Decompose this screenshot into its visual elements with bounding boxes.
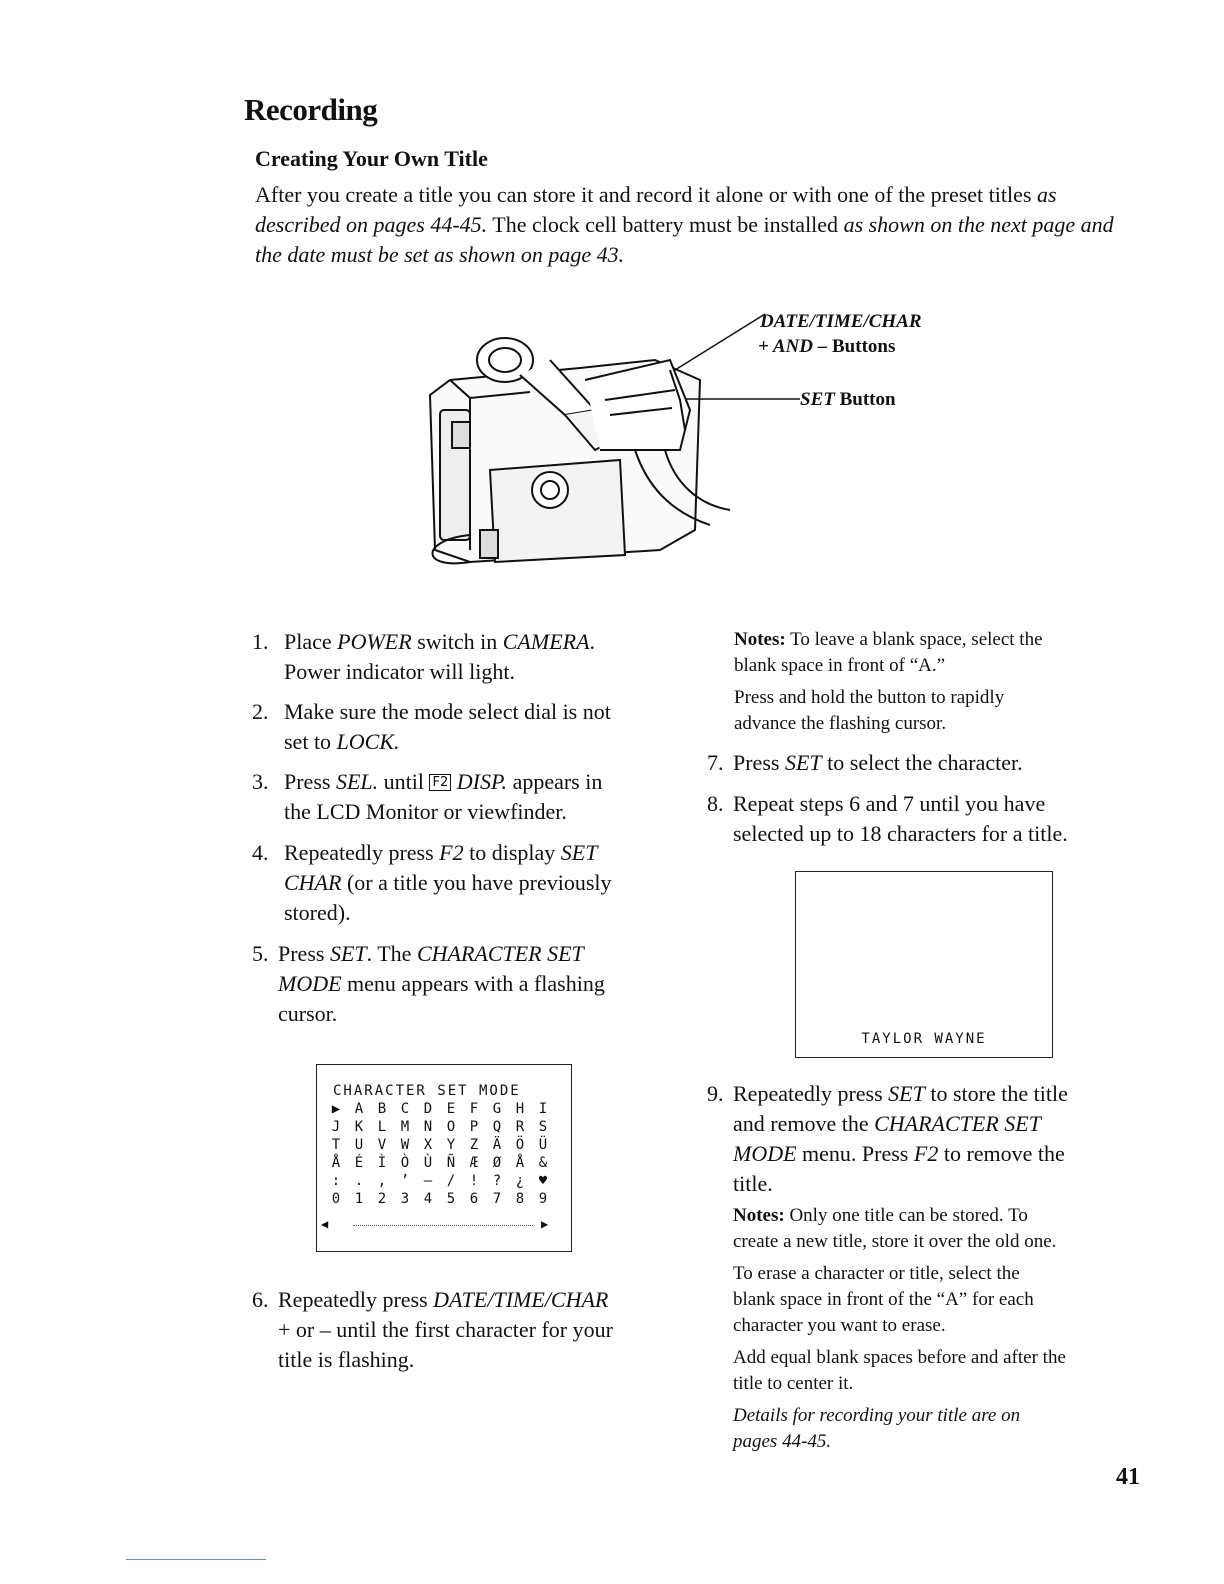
section-title: Recording: [244, 92, 378, 127]
footer-rule: [126, 1559, 266, 1560]
char-cell: Ì: [377, 1155, 387, 1171]
char-cell: É: [354, 1155, 364, 1171]
left-arrow-icon: ◀: [321, 1217, 329, 1231]
char-cell: /: [446, 1173, 456, 1189]
char-cell: &: [538, 1155, 548, 1171]
char-row: [317, 1155, 573, 1173]
char-cell: M: [400, 1119, 410, 1135]
char-row: [317, 1119, 573, 1137]
char-cell: E: [446, 1101, 456, 1117]
char-cell: Ö: [515, 1137, 525, 1153]
char-cell: 2: [377, 1191, 387, 1207]
datetimechar-callout: DATE/TIME/CHAR: [760, 311, 922, 332]
char-cell: T: [331, 1137, 341, 1153]
char-cell: .: [354, 1173, 364, 1189]
char-cell: Z: [469, 1137, 479, 1153]
char-cell: 3: [400, 1191, 410, 1207]
char-cell: ▶: [331, 1101, 341, 1117]
right-arrow-icon: ▶: [541, 1217, 549, 1231]
char-cell: H: [515, 1101, 525, 1117]
char-cell: 4: [423, 1191, 433, 1207]
screen-title-text: TAYLOR WAYNE: [861, 1031, 987, 1047]
char-cell: W: [400, 1137, 410, 1153]
char-cell: S: [538, 1119, 548, 1135]
char-cell: Ù: [423, 1155, 433, 1171]
char-cell: O: [446, 1119, 456, 1135]
char-cell: 5: [446, 1191, 456, 1207]
char-cell: Æ: [469, 1155, 479, 1171]
char-cell: K: [354, 1119, 364, 1135]
char-cell: ♥: [538, 1173, 548, 1189]
char-cell: 9: [538, 1191, 548, 1207]
char-row: [317, 1101, 573, 1119]
char-cell: 7: [492, 1191, 502, 1207]
char-cell: Ñ: [446, 1155, 456, 1171]
char-cell: G: [492, 1101, 502, 1117]
page-number: 41: [1116, 1464, 1140, 1490]
notes-a: Notes: To leave a blank space, select the blank space in front of “A.” Press and hold the button to rapidly advance the flashing cursor.: [734, 629, 1043, 734]
char-cell: Å: [331, 1155, 341, 1171]
plus-minus-buttons-callout: + AND – Buttons: [758, 336, 896, 357]
char-cell: ,: [377, 1173, 387, 1189]
char-menu-title: CHARACTER SET MODE: [333, 1083, 521, 1099]
character-set-mode-menu: [316, 1064, 572, 1252]
char-cell: Å: [515, 1155, 525, 1171]
char-cell: C: [400, 1101, 410, 1117]
char-cell: B: [377, 1101, 387, 1117]
set-button-callout: SET Button: [800, 389, 896, 410]
char-cell: Ò: [400, 1155, 410, 1171]
char-cell: ?: [492, 1173, 502, 1189]
char-row: [317, 1191, 573, 1209]
char-cell: ’: [400, 1173, 410, 1189]
char-row: [317, 1137, 573, 1155]
char-cell: ¿: [515, 1173, 525, 1189]
char-cell: L: [377, 1119, 387, 1135]
char-cell: P: [469, 1119, 479, 1135]
char-cell: D: [423, 1101, 433, 1117]
char-cell: V: [377, 1137, 387, 1153]
char-cell: Y: [446, 1137, 456, 1153]
char-cell: I: [538, 1101, 548, 1117]
title-screen-preview: [795, 871, 1053, 1058]
subheading: Creating Your Own Title: [255, 146, 488, 171]
char-cell: 0: [331, 1191, 341, 1207]
char-cell: Ä: [492, 1137, 502, 1153]
char-cell: Ø: [492, 1155, 502, 1171]
char-cell: R: [515, 1119, 525, 1135]
char-cell: –: [423, 1173, 433, 1189]
char-cell: U: [354, 1137, 364, 1153]
char-cell: A: [354, 1101, 364, 1117]
cursor-dots: [353, 1225, 533, 1238]
intro-paragraph: After you create a title you can store it and record it alone or with one of the preset titles as described on pages 44-45. The clock cell battery must be installed as shown on the next page and the date must be set as shown on page 43.: [255, 182, 1114, 267]
char-cell: J: [331, 1119, 341, 1135]
notes-b: Notes: Only one title can be stored. To create a new title, store it over the old one. To erase a character or title, select the blank space in front of the “A” for each character you want to erase. Add equal blank spaces before and after the title to center it. Details for recording your title are on pages 44-45.: [733, 1205, 1066, 1452]
char-cell: X: [423, 1137, 433, 1153]
char-cell: Ü: [538, 1137, 548, 1153]
char-row: [317, 1173, 573, 1191]
char-cell: Q: [492, 1119, 502, 1135]
char-cell: F: [469, 1101, 479, 1117]
char-cell: :: [331, 1173, 341, 1189]
char-cell: 8: [515, 1191, 525, 1207]
char-cell: !: [469, 1173, 479, 1189]
char-cell: 6: [469, 1191, 479, 1207]
char-cell: N: [423, 1119, 433, 1135]
char-cell: 1: [354, 1191, 364, 1207]
